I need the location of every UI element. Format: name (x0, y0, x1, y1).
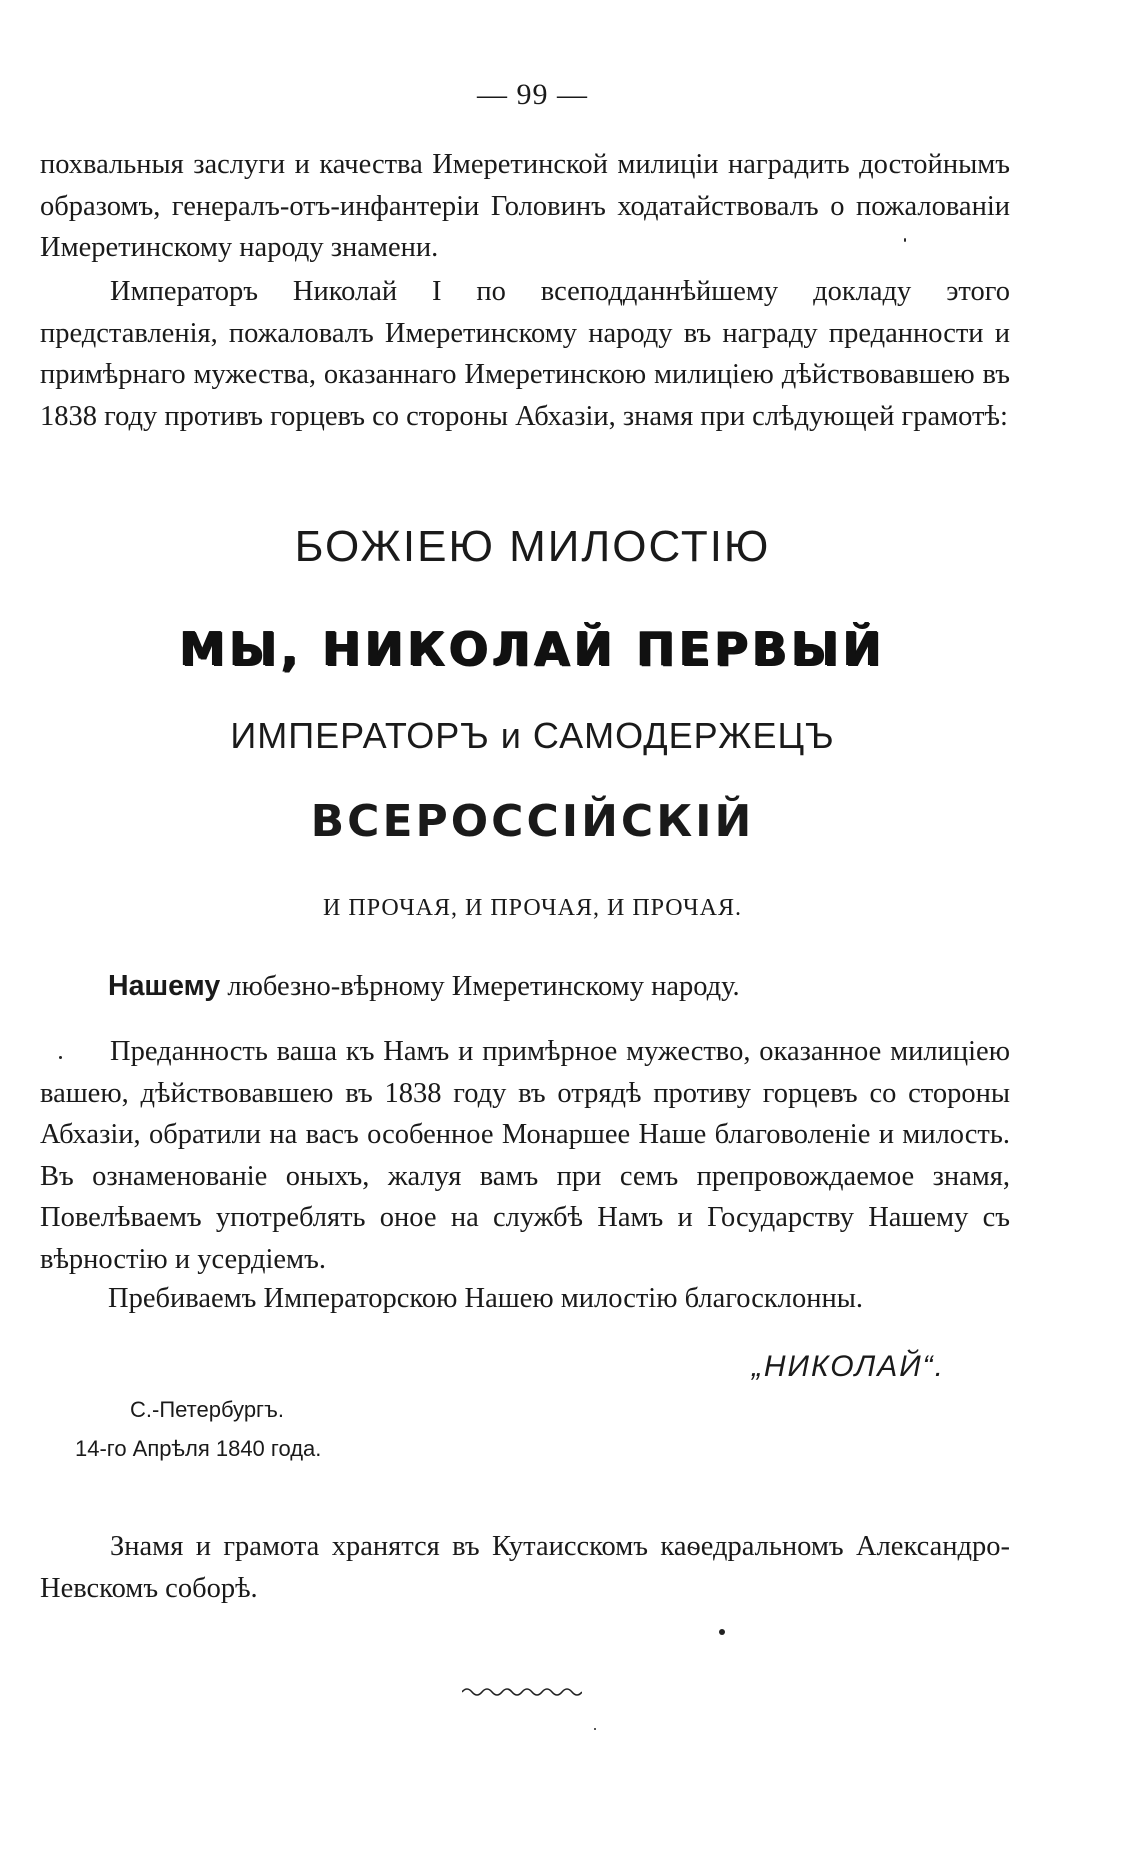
paragraph-emperor-grant: Императоръ Николай I по всеподданнѣйшему докладу этого представленія, пожаловалъ Имеретинскому народу въ награду преданности и примѣрнаго мужества, оказаннаго Имеретинскою милиціею дѣйствовавшею въ 1838 году противъ горцевъ со стороны Абхазіи, знамя при слѣдующей грамотѣ: (40, 276, 1010, 432)
charter-heading-grace: БОЖІЕЮ МИЛОСТІЮ (294, 522, 771, 571)
charter-date: 14-го Апрѣля 1840 года. (75, 1436, 322, 1461)
page-number: — 99 — (477, 78, 588, 111)
charter-place: С.-Петербургъ. (130, 1397, 284, 1422)
charter-closing: Пребиваемъ Императорскою Нашею милостію благосклонны. (108, 1283, 863, 1314)
charter-heading-name: МЫ, НИКОЛАЙ ПЕРВЫЙ (179, 622, 886, 676)
charter-heading-etc: И ПРОЧАЯ, И ПРОЧАЯ, И ПРОЧАЯ. (323, 895, 742, 921)
charter-address (108, 970, 740, 1003)
print-speck (594, 1728, 596, 1730)
charter-address-rest: любезно-вѣрному Имеретинскому народу. (220, 971, 740, 1002)
print-speck (59, 1056, 62, 1059)
charter-signature: „НИКОЛАЙ“. (751, 1350, 945, 1383)
charter-address-strong: Нашему (108, 970, 221, 1002)
charter-body: Преданность ваша къ Намъ и примѣрное мужество, оказанное милиціею вашею, дѣйствовавшею въ 1838 году въ отрядѣ противу горцевъ со стороны Абхазіи, обратили на васъ особенное Монаршее Наше благоволеніе и милость. Въ ознаменованіе оныхъ, жалуя вамъ при семъ препровождаемое знамя, Повелѣваемъ употреблять оное на службѣ Намъ и Государству Нашему съ вѣрностію и усердіемъ. (40, 1036, 1010, 1275)
wavy-divider-ornament (462, 1685, 582, 1699)
charter-heading-title: ИМПЕРАТОРЪ и САМОДЕРЖЕЦЪ (230, 715, 835, 756)
paragraph-intro: похвальныя заслуги и качества Имеретинской милиціи наградить достойнымъ образомъ, генералъ-отъ-инфантеріи Головинъ ходатайствовалъ о пожалованіи Имеретинскому народу знамени. (40, 149, 1010, 263)
charter-heading-all-russian: ВСЕРОССІЙСКІЙ (310, 796, 755, 847)
print-speck (719, 1629, 725, 1635)
print-speck (904, 238, 906, 242)
paragraph-banner-location: Знамя и грамота хранятся въ Кутаисскомъ каѳедральномъ Александро-Невскомъ соборѣ. (40, 1531, 1010, 1604)
